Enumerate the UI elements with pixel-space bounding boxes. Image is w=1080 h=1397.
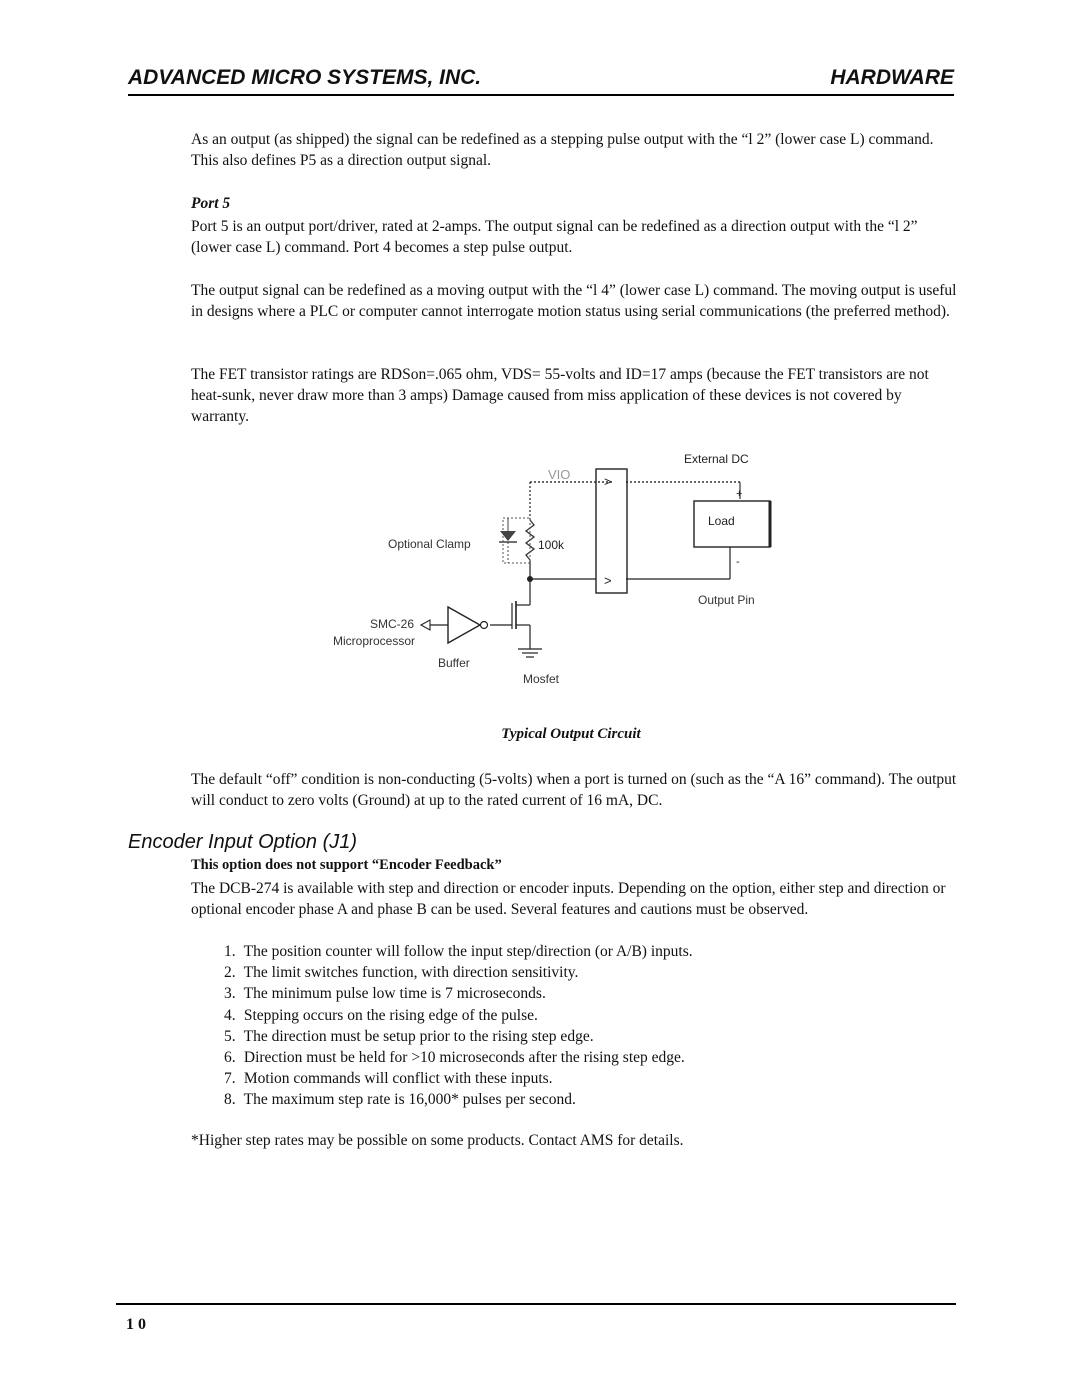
circuit-caption: Typical Output Circuit [501,726,641,742]
buffer-icon [448,607,480,643]
output-pin-label: Output Pin [698,593,755,607]
list-item: 7. Motion commands will conflict with these inputs. [224,1070,553,1088]
list-item: 2. The limit switches function, with direction sensitivity. [224,964,579,982]
list-item: 1. The position counter will follow the input step/direction (or A/B) inputs. [224,943,693,960]
footnote: *Higher step rates may be possible on some products. Contact AMS for details. [191,1132,684,1149]
list-item: 5. The direction must be setup prior to the rising step edge. [224,1027,594,1045]
plus-sign: + [736,488,743,500]
list-item: 6. Direction must be held for >10 microseconds after the rising step edge. [224,1049,685,1067]
external-dc-label: External DC [684,452,749,466]
vio-label: VIO [548,467,571,482]
footer-rule [116,1303,956,1305]
minus-sign: - [736,556,740,568]
output-circuit-diagram [320,445,780,695]
port5-heading: Port 5 [191,195,231,212]
connector-pin-bottom-icon: > [604,573,612,588]
encoder-intro: The DCB-274 is available with step and direction or encoder inputs. Depending on the option, either step and direction or optional encoder phase A and phase B can be used. Several features and cautions must be observed. [191,880,946,918]
company-name: ADVANCED MICRO SYSTEMS, INC. [128,66,482,89]
buffer-label: Buffer [438,656,470,670]
default-off-paragraph: The default “off” condition is non-conducting (5-volts) when a port is turned on (such as the “A 16” command). The output will conduct to zero volts (Ground) at up to the rated current of 16 mA, DC. [191,771,957,809]
load-label: Load [708,514,735,528]
page-number: 10 [126,1316,150,1333]
encoder-heading: Encoder Input Option (J1) [128,831,358,853]
list-item: 3. The minimum pulse low time is 7 microseconds. [224,985,546,1003]
list-item: 8. The maximum step rate is 16,000* pulses per second. [224,1091,576,1109]
encoder-feature-list [224,941,693,1111]
list-item: 4. Stepping occurs on the rising edge of the pulse. [224,1006,538,1024]
resistor-label: 100k [538,538,565,552]
port5-paragraph-1: Port 5 is an output port/driver, rated at 2-amps. The output signal can be redefined as a direction output with the “l 2” (lower case L) command. Port 4 becomes a step pulse output. [191,218,918,256]
optional-clamp-label: Optional Clamp [388,537,471,551]
diode-icon [500,531,516,541]
intro-paragraph: As an output (as shipped) the signal can be redefined as a stepping pulse output with the “l 2” (lower case L) command. This also defines P5 as a direction output signal. [191,131,934,169]
page-header [128,64,954,96]
port5-paragraph-3: The FET transistor ratings are RDSon=.065 ohm, VDS= 55-volts and ID=17 amps (because the FET transistors are not heat-sunk, never draw more than 3 amps) Damage caused from miss application of these devices is not covered by warranty. [191,366,929,425]
port5-paragraph-2: The output signal can be redefined as a moving output with the “l 4” (lower case L) command. The moving output is useful in designs where a PLC or computer cannot interrogate motion status using serial communications (the preferred method). [191,282,957,320]
microprocessor-label: Microprocessor [333,634,416,648]
section-name: HARDWARE [830,66,954,89]
connector-pin-top-icon: > [604,474,612,489]
smc-label: SMC-26 [370,617,415,631]
arrow-left-icon [421,620,430,630]
clamp-box [503,518,530,563]
mosfet-label: Mosfet [523,672,560,686]
encoder-note: This option does not support “Encoder Feedback” [191,857,502,873]
